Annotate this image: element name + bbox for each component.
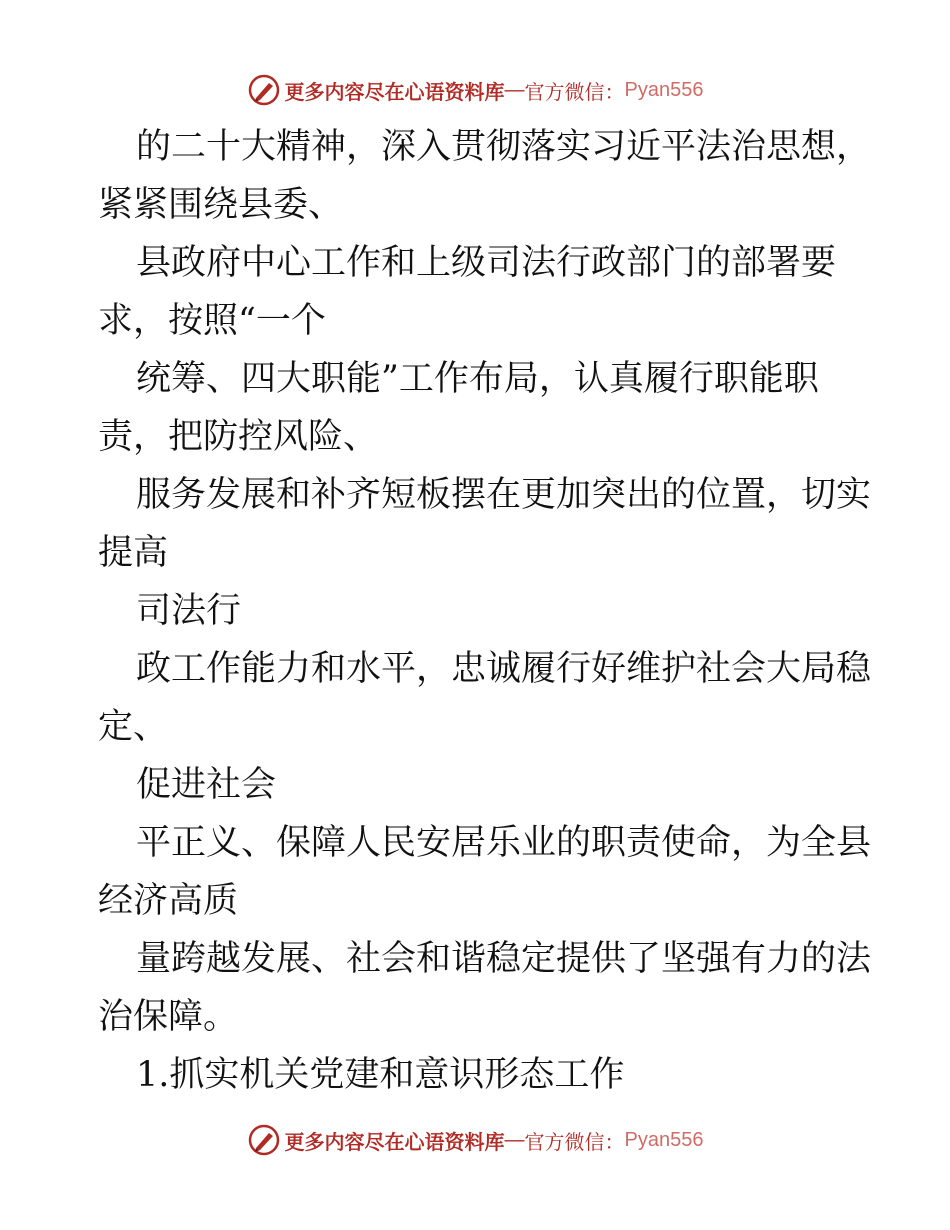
text-line: 促进社会 (136, 765, 277, 805)
text-line: 求，按照“一个 (98, 301, 326, 341)
watermark-brand: 更多内容尽在心语资料库 (284, 1129, 505, 1154)
text-line: 提高 (98, 533, 169, 573)
pen-logo-icon (247, 73, 281, 107)
watermark-wechat-id: Pyan556 (624, 78, 704, 101)
watermark-wechat-id: Pyan556 (624, 1128, 704, 1151)
footer-watermark (0, 1120, 950, 1160)
text-line: 服务发展和补齐短板摆在更加突出的位置，切实 (136, 475, 872, 515)
text-line: 政工作能力和水平，忠诚履行好维护社会大局稳 (136, 649, 872, 689)
text-line: 责，把防控风险、 (98, 417, 379, 457)
section-heading: 1.抓实机关党建和意识形态工作 (136, 1055, 625, 1095)
watermark-separator: — (504, 78, 525, 101)
watermark-separator: — (504, 1128, 525, 1151)
header-watermark (0, 70, 950, 110)
text-line: 司法行 (136, 591, 242, 631)
text-line: 统筹、四大职能”工作布局，认真履行职能职 (136, 359, 819, 399)
text-line: 经济高质 (98, 881, 239, 921)
text-line: 县政府中心工作和上级司法行政部门的部署要 (136, 243, 837, 283)
watermark-brand: 更多内容尽在心语资料库 (284, 79, 505, 104)
watermark-label: 官方微信： (524, 79, 625, 104)
text-line: 治保障。 (98, 997, 239, 1037)
text-line: 量跨越发展、社会和谐稳定提供了坚强有力的法 (136, 939, 872, 979)
text-line: 紧紧围绕县委、 (98, 185, 344, 225)
text-line: 平正义、保障人民安居乐业的职责使命，为全县 (136, 823, 872, 863)
text-line: 的二十大精神，深入贯彻落实习近平法治思想， (136, 127, 872, 167)
pen-logo-icon (247, 1123, 281, 1157)
text-line: 定、 (98, 707, 169, 747)
watermark-label: 官方微信： (524, 1129, 625, 1154)
